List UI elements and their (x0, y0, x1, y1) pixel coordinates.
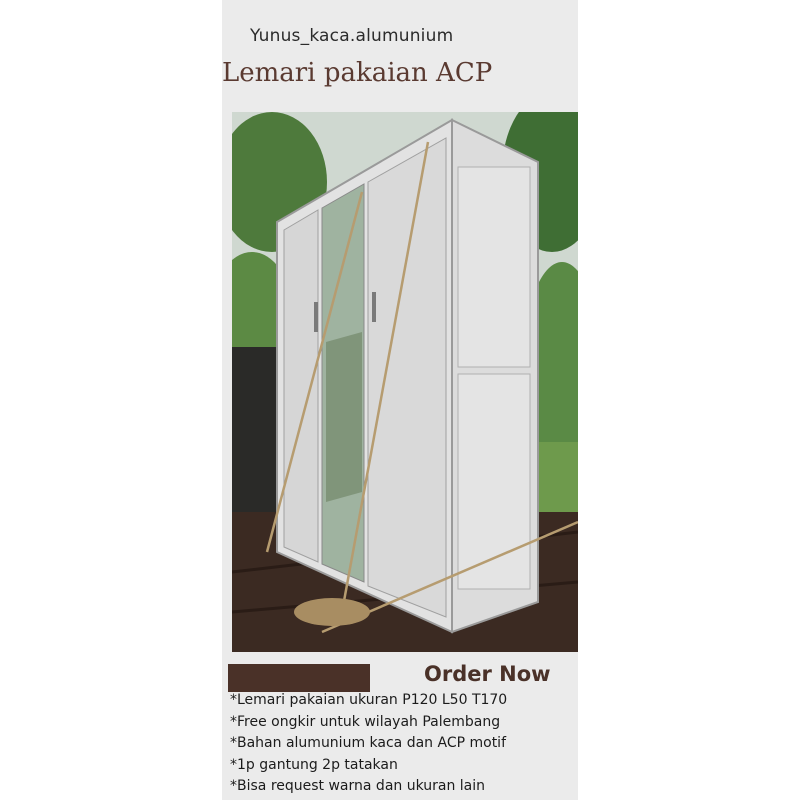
shop-name: Yunus_kaca.alumunium (250, 26, 454, 46)
feature-item: *Bisa request warna dan ukuran lain (230, 778, 486, 794)
decorative-bar (228, 664, 370, 692)
promo-card (222, 0, 578, 800)
feature-item: *1p gantung 2p tatakan (230, 756, 398, 773)
headline: Lemari pakaian ACP (222, 58, 493, 88)
wardrobe-photo (232, 112, 578, 652)
wardrobe-illustration (232, 112, 578, 652)
order-now-label: Order Now (424, 662, 551, 686)
feature-item: *Free ongkir untuk wilayah Palembang (230, 713, 501, 730)
feature-list (230, 690, 507, 798)
feature-item: *Bahan alumunium kaca dan ACP motif (230, 735, 507, 751)
feature-item: *Lemari pakaian ukuran P120 L50 T170 (230, 692, 508, 708)
